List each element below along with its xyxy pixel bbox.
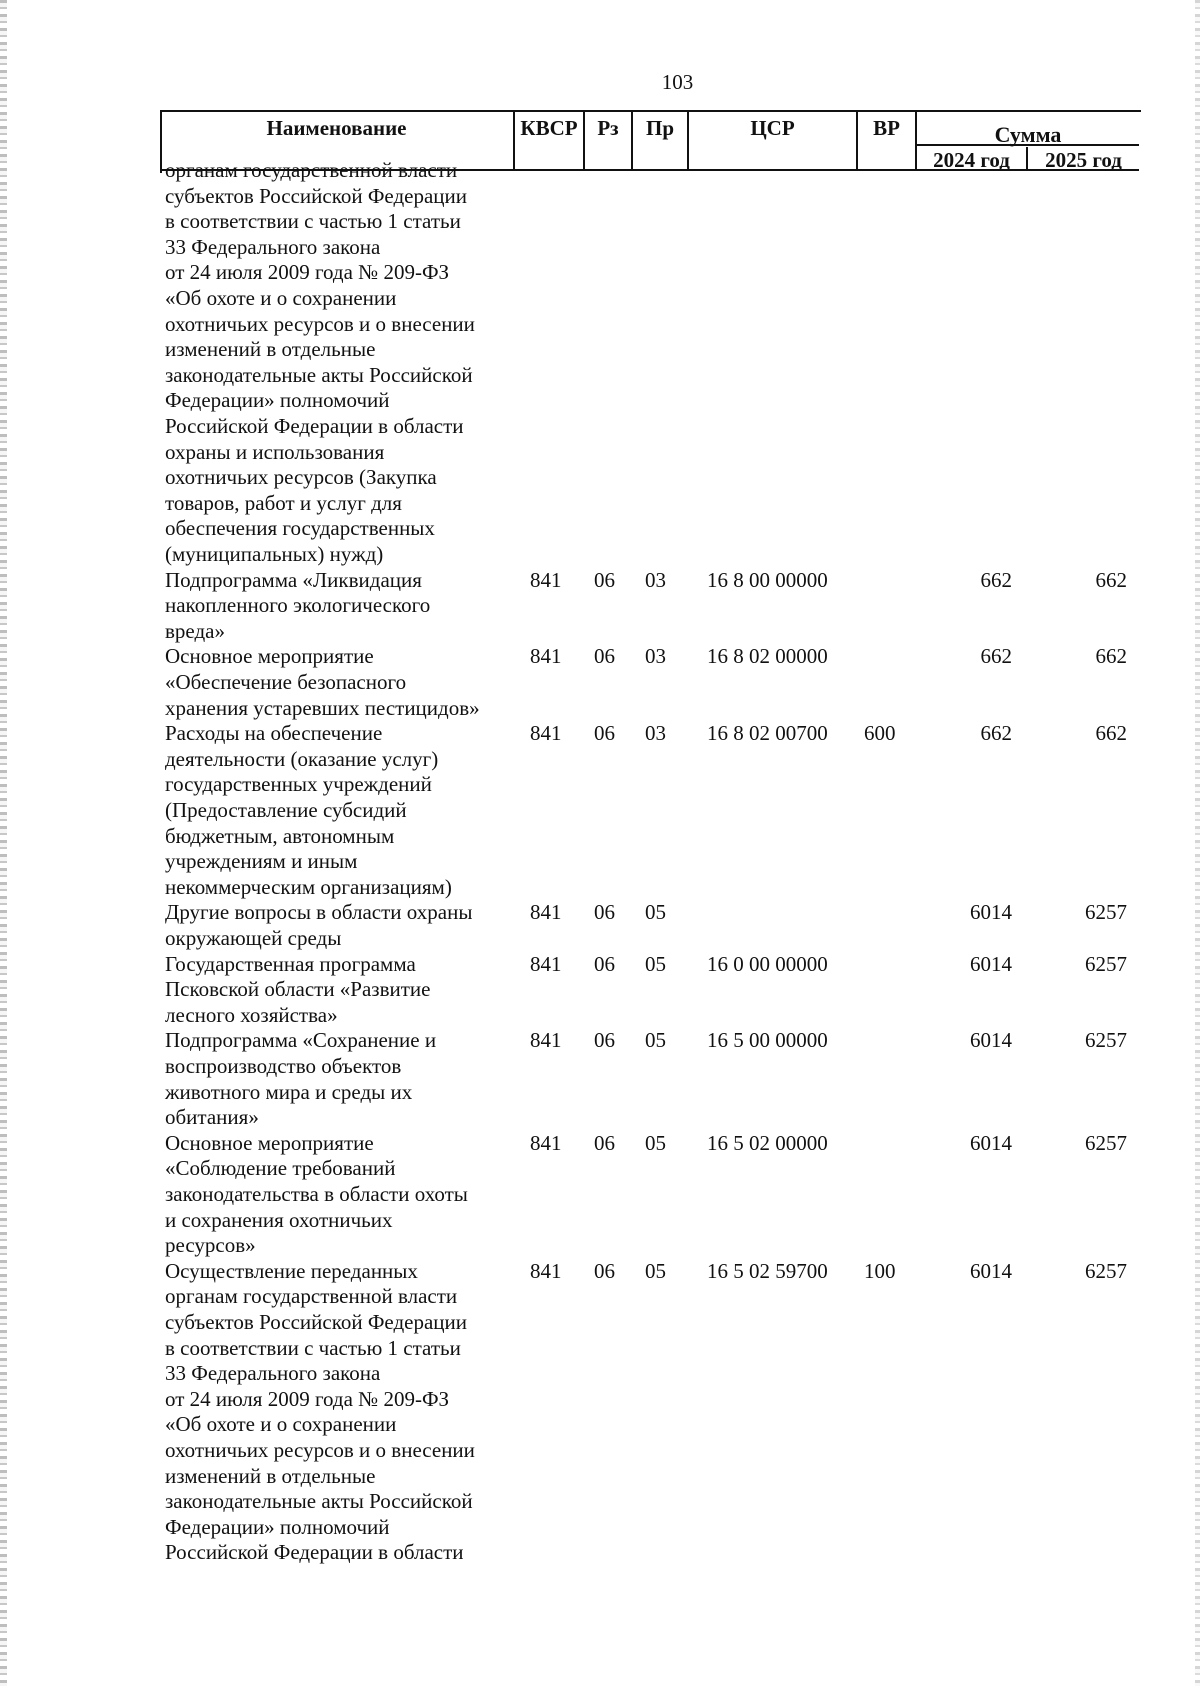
table-cell-kvsr: 841 [530, 1258, 562, 1283]
table-cell-s2025: 6257 [1085, 951, 1127, 976]
table-cell-rz: 06 [594, 567, 615, 592]
table-cell-vr: 100 [864, 1258, 896, 1283]
table-row-name: органам государственной власти субъектов Российской Федерации в соответствии с частью 1 статьи 33 Федерального закона от 24 июля 2009 года № 209-ФЗ «Об охоте и о сохранении охотничьих ресурсов и о внесении изменений в отдельные законодательные акты Российской Федерации» полномочий Российской Федерации в области охраны и использования охотничьих ресурсов (Закупка товаров, работ и услуг для обеспечения государственных (муниципальных) нужд) [165, 158, 475, 566]
table-cell-s2024: 6014 [970, 951, 1012, 976]
table-cell-csr: 16 0 00 00000 [707, 951, 828, 976]
table-cell-rz: 06 [594, 900, 615, 925]
table-cell-rz: 06 [594, 644, 615, 669]
table-cell-s2025: 6257 [1085, 1028, 1127, 1053]
table-cell-csr: 16 8 00 00000 [707, 567, 828, 592]
table-cell-s2024: 6014 [970, 1130, 1012, 1155]
header-pr: Пр [633, 110, 689, 171]
table-cell-pr: 05 [645, 1258, 666, 1283]
header-year-2025: 2025 год [1045, 148, 1122, 172]
table-cell-s2025: 662 [1095, 721, 1127, 746]
scan-edge-left [0, 0, 7, 1686]
table-cell-vr: 600 [864, 721, 896, 746]
header-name: Наименование [160, 110, 515, 171]
table-row-name: Основное мероприятие «Соблюдение требований законодательства в области охоты и сохранения охотничьих ресурсов» [165, 1130, 468, 1258]
table-cell-kvsr: 841 [530, 644, 562, 669]
table-cell-kvsr: 841 [530, 567, 562, 592]
table-cell-s2025: 6257 [1085, 900, 1127, 925]
table-cell-rz: 06 [594, 1130, 615, 1155]
page-number: 103 [661, 70, 694, 94]
table-cell-csr: 16 5 02 00000 [707, 1130, 828, 1155]
table-cell-s2025: 6257 [1085, 1258, 1127, 1283]
header-sum: Сумма [917, 110, 1139, 146]
table-cell-pr: 05 [645, 951, 666, 976]
table-cell-s2024: 662 [980, 567, 1012, 592]
header-kvsr: КВСР [515, 110, 585, 171]
table-row-name: Подпрограмма «Ликвидация накопленного экологического вреда» [165, 567, 431, 643]
table-cell-pr: 03 [645, 721, 666, 746]
table-cell-s2024: 662 [980, 644, 1012, 669]
scan-edge-right [1195, 0, 1200, 1686]
table-cell-pr: 05 [645, 1028, 666, 1053]
table-row-name: Подпрограмма «Сохранение и воспроизводство объектов животного мира и среды их обитания» [165, 1028, 437, 1130]
table-row-name: Осуществление переданных органам государственной власти субъектов Российской Федерации в соответствии с частью 1 статьи 33 Федерального закона от 24 июля 2009 года № 209-ФЗ «Об охоте и о сохранении охотничьих ресурсов и о внесении изменений в отдельные законодательные акты Российской Федерации» полномочий Российской Федерации в области [165, 1258, 475, 1565]
header-rz: Рз [585, 110, 633, 171]
table-row-name: Другие вопросы в области охраны окружающей среды [165, 900, 473, 950]
table-cell-csr: 16 5 02 59700 [707, 1258, 828, 1283]
table-cell-s2025: 662 [1095, 644, 1127, 669]
table-cell-kvsr: 841 [530, 721, 562, 746]
header-vr: ВР [858, 110, 917, 171]
header-csr: ЦСР [689, 110, 858, 171]
table-cell-s2024: 662 [980, 721, 1012, 746]
table-cell-kvsr: 841 [530, 1130, 562, 1155]
table-cell-pr: 05 [645, 900, 666, 925]
table-cell-pr: 03 [645, 567, 666, 592]
table-cell-pr: 03 [645, 644, 666, 669]
table-cell-pr: 05 [645, 1130, 666, 1155]
table-cell-s2025: 662 [1095, 567, 1127, 592]
table-cell-s2025: 6257 [1085, 1130, 1127, 1155]
header-year-2024: 2024 год [933, 148, 1010, 172]
table-row-name: Государственная программа Псковской области «Развитие лесного хозяйства» [165, 951, 431, 1027]
table-cell-csr: 16 5 00 00000 [707, 1028, 828, 1053]
table-row-name: Основное мероприятие «Обеспечение безопасного хранения устаревших пестицидов» [165, 644, 480, 720]
table-cell-s2024: 6014 [970, 1258, 1012, 1283]
table-row-name: Расходы на обеспечение деятельности (оказание услуг) государственных учреждений (Предоставление субсидий бюджетным, автономным учреждениям и иным некоммерческим организациям) [165, 721, 452, 899]
table-cell-rz: 06 [594, 1258, 615, 1283]
table-cell-kvsr: 841 [530, 1028, 562, 1053]
table-cell-csr: 16 8 02 00700 [707, 721, 828, 746]
table-cell-rz: 06 [594, 721, 615, 746]
table-cell-rz: 06 [594, 951, 615, 976]
table-cell-kvsr: 841 [530, 900, 562, 925]
table-cell-s2024: 6014 [970, 1028, 1012, 1053]
table-cell-rz: 06 [594, 1028, 615, 1053]
table-cell-csr: 16 8 02 00000 [707, 644, 828, 669]
table-cell-kvsr: 841 [530, 951, 562, 976]
table-cell-s2024: 6014 [970, 900, 1012, 925]
